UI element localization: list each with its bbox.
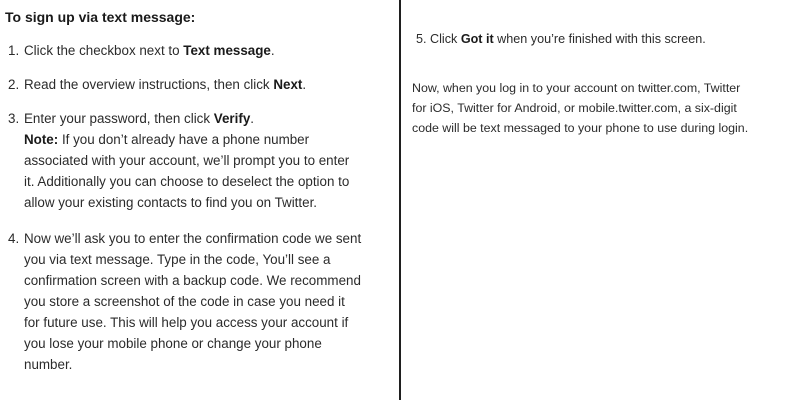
note-text: it. Additionally you can choose to deselect the option to — [24, 174, 350, 189]
closing-paragraph — [412, 78, 798, 138]
step-text: you store a screenshot of the code in case you need it — [24, 294, 345, 309]
step-number: 4. — [8, 231, 20, 246]
step-text: number. — [24, 357, 73, 372]
step-text-end: . — [270, 43, 275, 58]
step-text: Click — [430, 32, 461, 46]
note-label: Note: — [24, 132, 59, 147]
closing-text: Now, when you log in to your account on twitter.com, Twitter — [412, 81, 741, 95]
step-text: Enter your password, then click — [24, 111, 214, 126]
closing-text: for iOS, Twitter for Android, or mobile.twitter.com, a six-digit — [412, 101, 737, 115]
right-column — [403, 0, 800, 400]
step-number: 3. — [8, 111, 20, 126]
closing-text: code will be text messaged to your phone to use during login. — [412, 121, 749, 135]
step-number: 2. — [8, 77, 20, 92]
step-text: you lose your mobile phone or change your phone — [24, 336, 322, 351]
step-bold-term: Text message — [183, 43, 271, 58]
step-2 — [8, 74, 400, 95]
step-text: Click the checkbox next to — [24, 43, 184, 58]
step-number: 1. — [8, 43, 20, 58]
step-5 — [416, 29, 796, 49]
step-text-end: when you’re finished with this screen. — [493, 32, 706, 46]
step-bold-term: Next — [273, 77, 303, 92]
section-heading: To sign up via text message: — [5, 9, 196, 25]
note-text: allow your existing contacts to find you on Twitter. — [24, 195, 318, 210]
step-text: Now we’ll ask you to enter the confirmation code we sent — [24, 231, 362, 246]
note-text: associated with your account, we’ll prompt you to enter — [24, 153, 350, 168]
note-text: If you don’t already have a phone number — [58, 132, 310, 147]
step-bold-term: Verify — [213, 111, 251, 126]
step-text: for future use. This will help you access your account if — [24, 315, 349, 330]
step-3 — [8, 108, 400, 213]
step-text: you via text message. Type in the code, You’ll see a — [24, 252, 331, 267]
step-text: confirmation screen with a backup code. We recommend — [24, 273, 361, 288]
step-4 — [8, 228, 400, 375]
step-bold-term: Got it — [460, 32, 494, 46]
step-1 — [8, 40, 400, 61]
step-text-end: . — [302, 77, 307, 92]
step-number: 5. — [416, 32, 427, 46]
step-text: Read the overview instructions, then click — [24, 77, 274, 92]
step-text-end: . — [250, 111, 255, 126]
